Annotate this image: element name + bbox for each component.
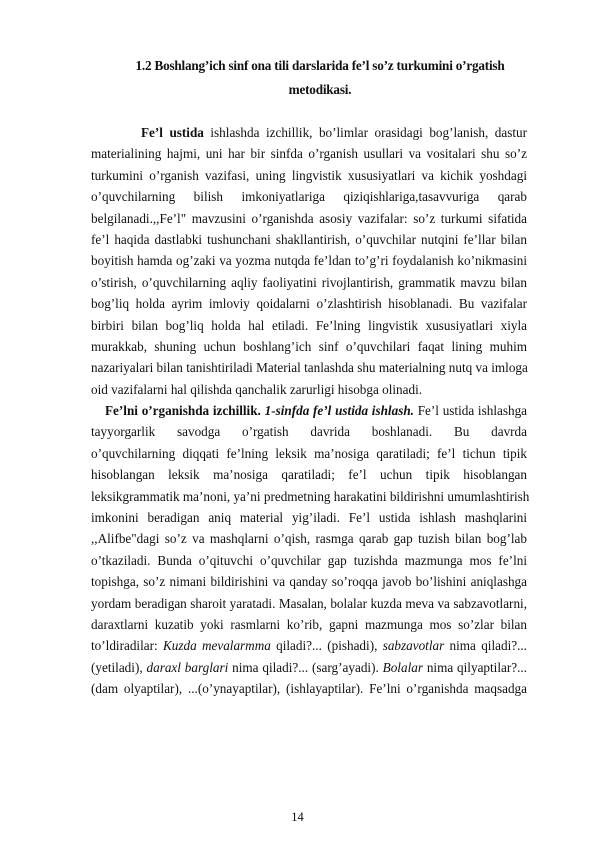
paragraph-1-line-2: materialining hajmi, uni har bir sinfda o’rganish usullari va vositalari shu so’z	[91, 146, 527, 162]
l13-part-a: (yetiladi),	[91, 659, 147, 675]
paragraph-2-heading: Fe’lni o’rganishda izchillik.	[105, 403, 261, 419]
section-title-line-1: 1.2 Boshlang’ich sinf ona tili darslarida fe’l so’z turkumini o’rgatish	[135, 58, 505, 73]
paragraph-1-line-10: birbiri bilan bog’liq holda hal etiladi. Fe’lning lingvistik xususiyatlari xiyla	[91, 317, 527, 333]
paragraph-2-line-13	[91, 657, 527, 678]
paragraph-2-line-8: o’tkaziladi. Bunda o’qituvchi o’quvchilar gap tuzishda mazmunga mos fe’lni	[91, 552, 527, 568]
body-text	[91, 122, 530, 700]
paragraph-1-line-12: nazariyalari bilan tanishtiriladi Material tanlashda shu materialning nutq va imloga	[91, 360, 528, 376]
paragraph-1-line-1-text: ishlashda izchillik, bo’limlar orasidagi bog’lanish, dastur	[203, 125, 528, 140]
section-title-line-2: metodikasi.	[288, 82, 352, 97]
paragraph-2-line-2: tayyorgarlik savodga o’rgatish davrida boshlanadi. Bu davrda	[91, 424, 527, 440]
paragraph-1-line-3: turkumini o’rganish vazifasi, uning lingvistik xususiyatlari va kichik yoshdagi	[91, 167, 527, 183]
paragraph-2-line-12	[91, 635, 527, 656]
l12-italic-2: sabzavotlar	[382, 638, 445, 654]
paragraph-1-line-13: oid vazifalarni hal qilishda qanchalik zarurligi hisobga olinadi.	[91, 381, 423, 397]
l12-part-b: qiladi?... (pishadi),	[270, 638, 383, 654]
paragraph-1-line-4: o’quvchilarning bilish imkoniyatlariga qiziqishlariga,tasavvuriga qarab	[91, 189, 527, 205]
paragraph-1-line-11: murakkab, shuning uchun boshlang’ich sinf o’quvchilari faqat lining muhim	[91, 338, 527, 354]
paragraph-2-line-5: leksikgrammatik ma’noni, ya’ni predmetning harakatini bildirishni umumlashtirish	[91, 488, 530, 504]
l12-part-a: to’ldiradilar:	[91, 638, 163, 654]
paragraph-2-line-10: yordam beradigan sharoit yaratadi. Masalan, bolalar kuzda meva va sabzavotlarni,	[91, 595, 527, 611]
l12-part-c: nima qiladi?...	[444, 638, 527, 654]
section-title	[90, 54, 550, 102]
l13-italic-1: daraxl barglari	[146, 659, 229, 675]
paragraph-1-line-1	[91, 122, 527, 143]
l12-italic-1: Kuzda mevalarmma	[162, 638, 271, 654]
l13-part-b: nima qiladi?... (sarg’ayadi).	[228, 659, 383, 675]
paragraph-2-line-1	[91, 400, 527, 421]
paragraph-2-line-7: ,,Alifbe"dagi so’z va mashqlarni o’qish, rasmga qarab gap tuzish bilan bog’lab	[91, 531, 527, 547]
page-number: 14	[291, 810, 304, 824]
paragraph-2-line-6: imkonini beradigan aniq material yig’iladi. Fe’l ustida ishlash mashqlarini	[91, 510, 527, 526]
paragraph-2-line-1-text: Fe’l ustida ishlashga	[413, 403, 528, 419]
paragraph-1-line-5: belgilanadi.,,Fe’l" mavzusini o’rganishda asosiy vazifalar: so’z turkumi sifatida	[91, 210, 527, 226]
paragraph-2-line-14: (dam olyaptilar), ...(o’ynayaptilar), (ishlayaptilar). Fe’lni o’rganishda maqsadga	[91, 681, 527, 697]
paragraph-2-line-11: daraxtlarni kuzatib yoki rasmlarni ko’rib, gapni mazmunga mos so’zlar bilan	[91, 616, 527, 632]
paragraph-2-line-3: o’quvchilarning diqqati fe’lning leksik ma’nosiga qaratiladi; fe’l tichun tipik	[91, 445, 527, 461]
paragraph-2-subheading: 1-sinfda fe’l ustida ishlash.	[264, 403, 414, 419]
paragraph-1-line-7: boyitish hamda og’zaki va yozma nutqda fe’ldan to’g’ri foydalanish ko’nikmasini	[91, 253, 527, 269]
paragraph-1-line-6: fe’l haqida dastlabki tushunchani shakllantirish, o’quvchilar nutqini fe’llar bilan	[91, 231, 527, 247]
l13-italic-2: Bolalar	[382, 659, 423, 675]
paragraph-1-line-9: bog’liq holda ayrim imloviy qoidalarni o’zlashtirish hisoblanadi. Bu vazifalar	[91, 296, 527, 312]
l13-part-c: nima qilyaptilar?...	[422, 659, 527, 675]
paragraph-1-lead: Fe’l ustida	[141, 125, 204, 140]
paragraph-2-line-4: hisoblangan leksik ma’nosiga qaratiladi; fe’l uchun tipik hisoblangan	[91, 467, 527, 483]
paragraph-2-line-9: topishga, so’z nimani bildirishini va qanday so’roqqa javob bo’lishini aniqlashga	[91, 574, 527, 590]
paragraph-1-line-8: o’stirish, o’quvchilarning aqliy faoliyatini rivojlantirish, grammatik mavzu bilan	[91, 274, 527, 290]
